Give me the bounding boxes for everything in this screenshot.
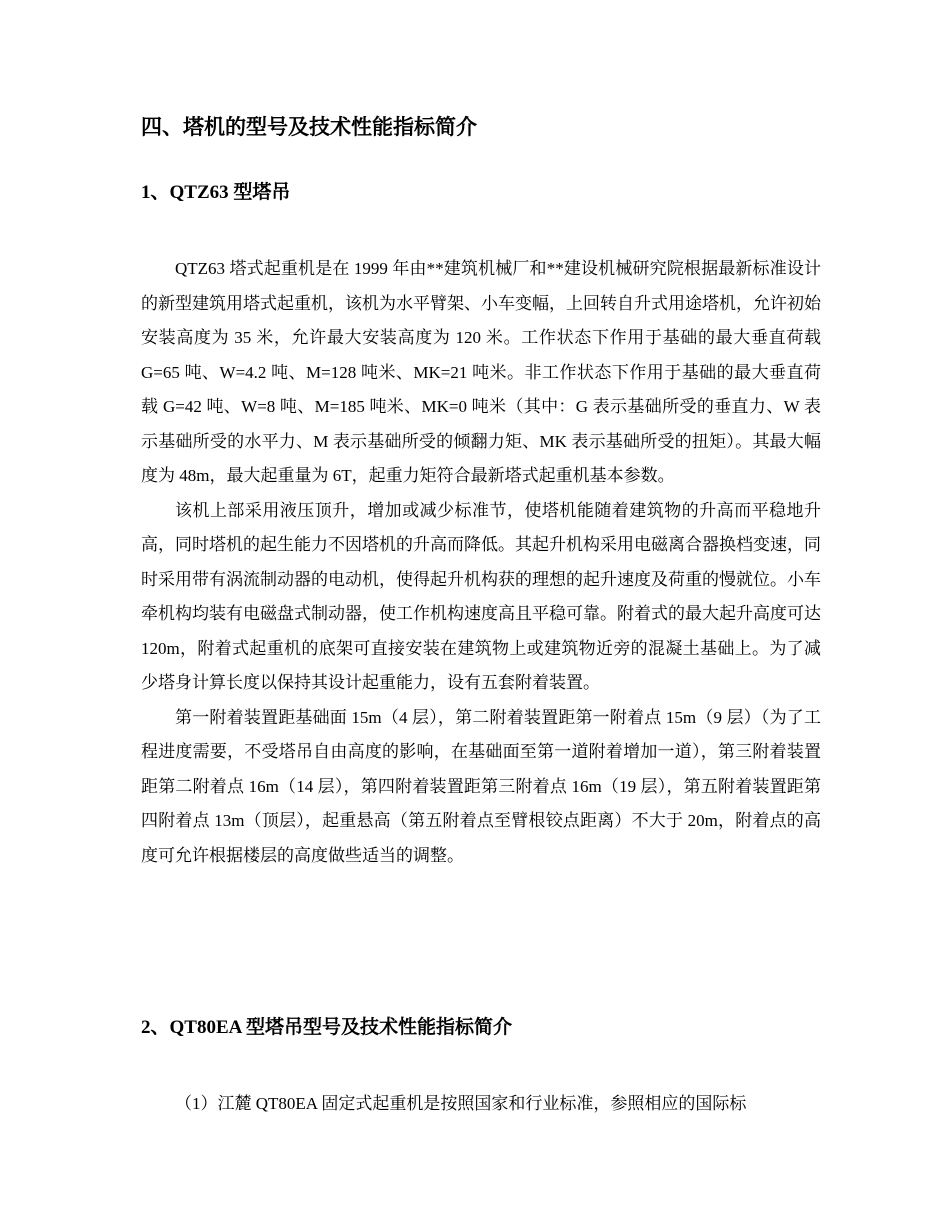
paragraph-qtz63-overview: QTZ63 塔式起重机是在 1999 年由**建筑机械厂和**建设机械研究院根据最新标准设计的新型建筑用塔式起重机，该机为水平臂架、小车变幅，上回转自升式用途塔机，允许初始安装高度为 35 米，允许最大安装高度为 120 米。工作状态下作用于基础的最大垂直荷载 G=65 吨、W=4.2 吨、M=128 吨米、MK=21 吨米。非工作状态下作用于基础的最大垂直荷载 G=42 吨、W=8 吨、M=185 吨米、MK=0 吨米（其中：G 表示基础所受的垂直力、W 表示基础所受的水平力、M 表示基础所受的倾翻力矩、MK 表示基础所受的扭矩）。其最大幅度为 48m，最大起重量为 6T，起重力矩符合最新塔式起重机基本参数。 — [141, 259, 821, 485]
qt80ea-description — [141, 1087, 821, 1122]
qtz63-description — [141, 252, 821, 873]
subsection-title-qtz63: 1、QTZ63 型塔吊 — [141, 182, 291, 203]
paragraph-qtz63-attachments: 第一附着装置距基础面 15m（4 层），第二附着装置距第一附着点 15m（9 层）（为了工程进度需要，不受塔吊自由高度的影响，在基础面至第一道附着增加一道），第三附着装置距第二附着点 16m（14 层），第四附着装置距第三附着点 16m（19 层），第五附着装置距第四附着点 13m（顶层），起重悬高（第五附着点至臂根铰点距离）不大于 20m，附着点的高度可允许根据楼层的高度做些适当的调整。 — [141, 707, 821, 865]
section-title: 四、塔机的型号及技术性能指标简介 — [141, 115, 477, 139]
paragraph-qtz63-mechanism: 该机上部采用液压顶升，增加或减少标准节，使塔机能随着建筑物的升高而平稳地升高，同时塔机的起生能力不因塔机的升高而降低。其起升机构采用电磁离合器换档变速，同时采用带有涡流制动器的电动机，使得起升机构获的理想的起升速度及荷重的慢就位。小车牵机构均装有电磁盘式制动器，使工作机构速度高且平稳可靠。附着式的最大起升高度可达 120m，附着式起重机的底架可直接安装在建筑物上或建筑物近旁的混凝土基础上。为了减少塔身计算长度以保持其设计起重能力，设有五套附着装置。 — [141, 500, 821, 692]
paragraph-qt80ea-intro: （1）江麓 QT80EA 固定式起重机是按照国家和行业标准，参照相应的国际标 — [175, 1094, 747, 1113]
subsection-title-qt80ea: 2、QT80EA 型塔吊型号及技术性能指标简介 — [141, 1017, 513, 1038]
